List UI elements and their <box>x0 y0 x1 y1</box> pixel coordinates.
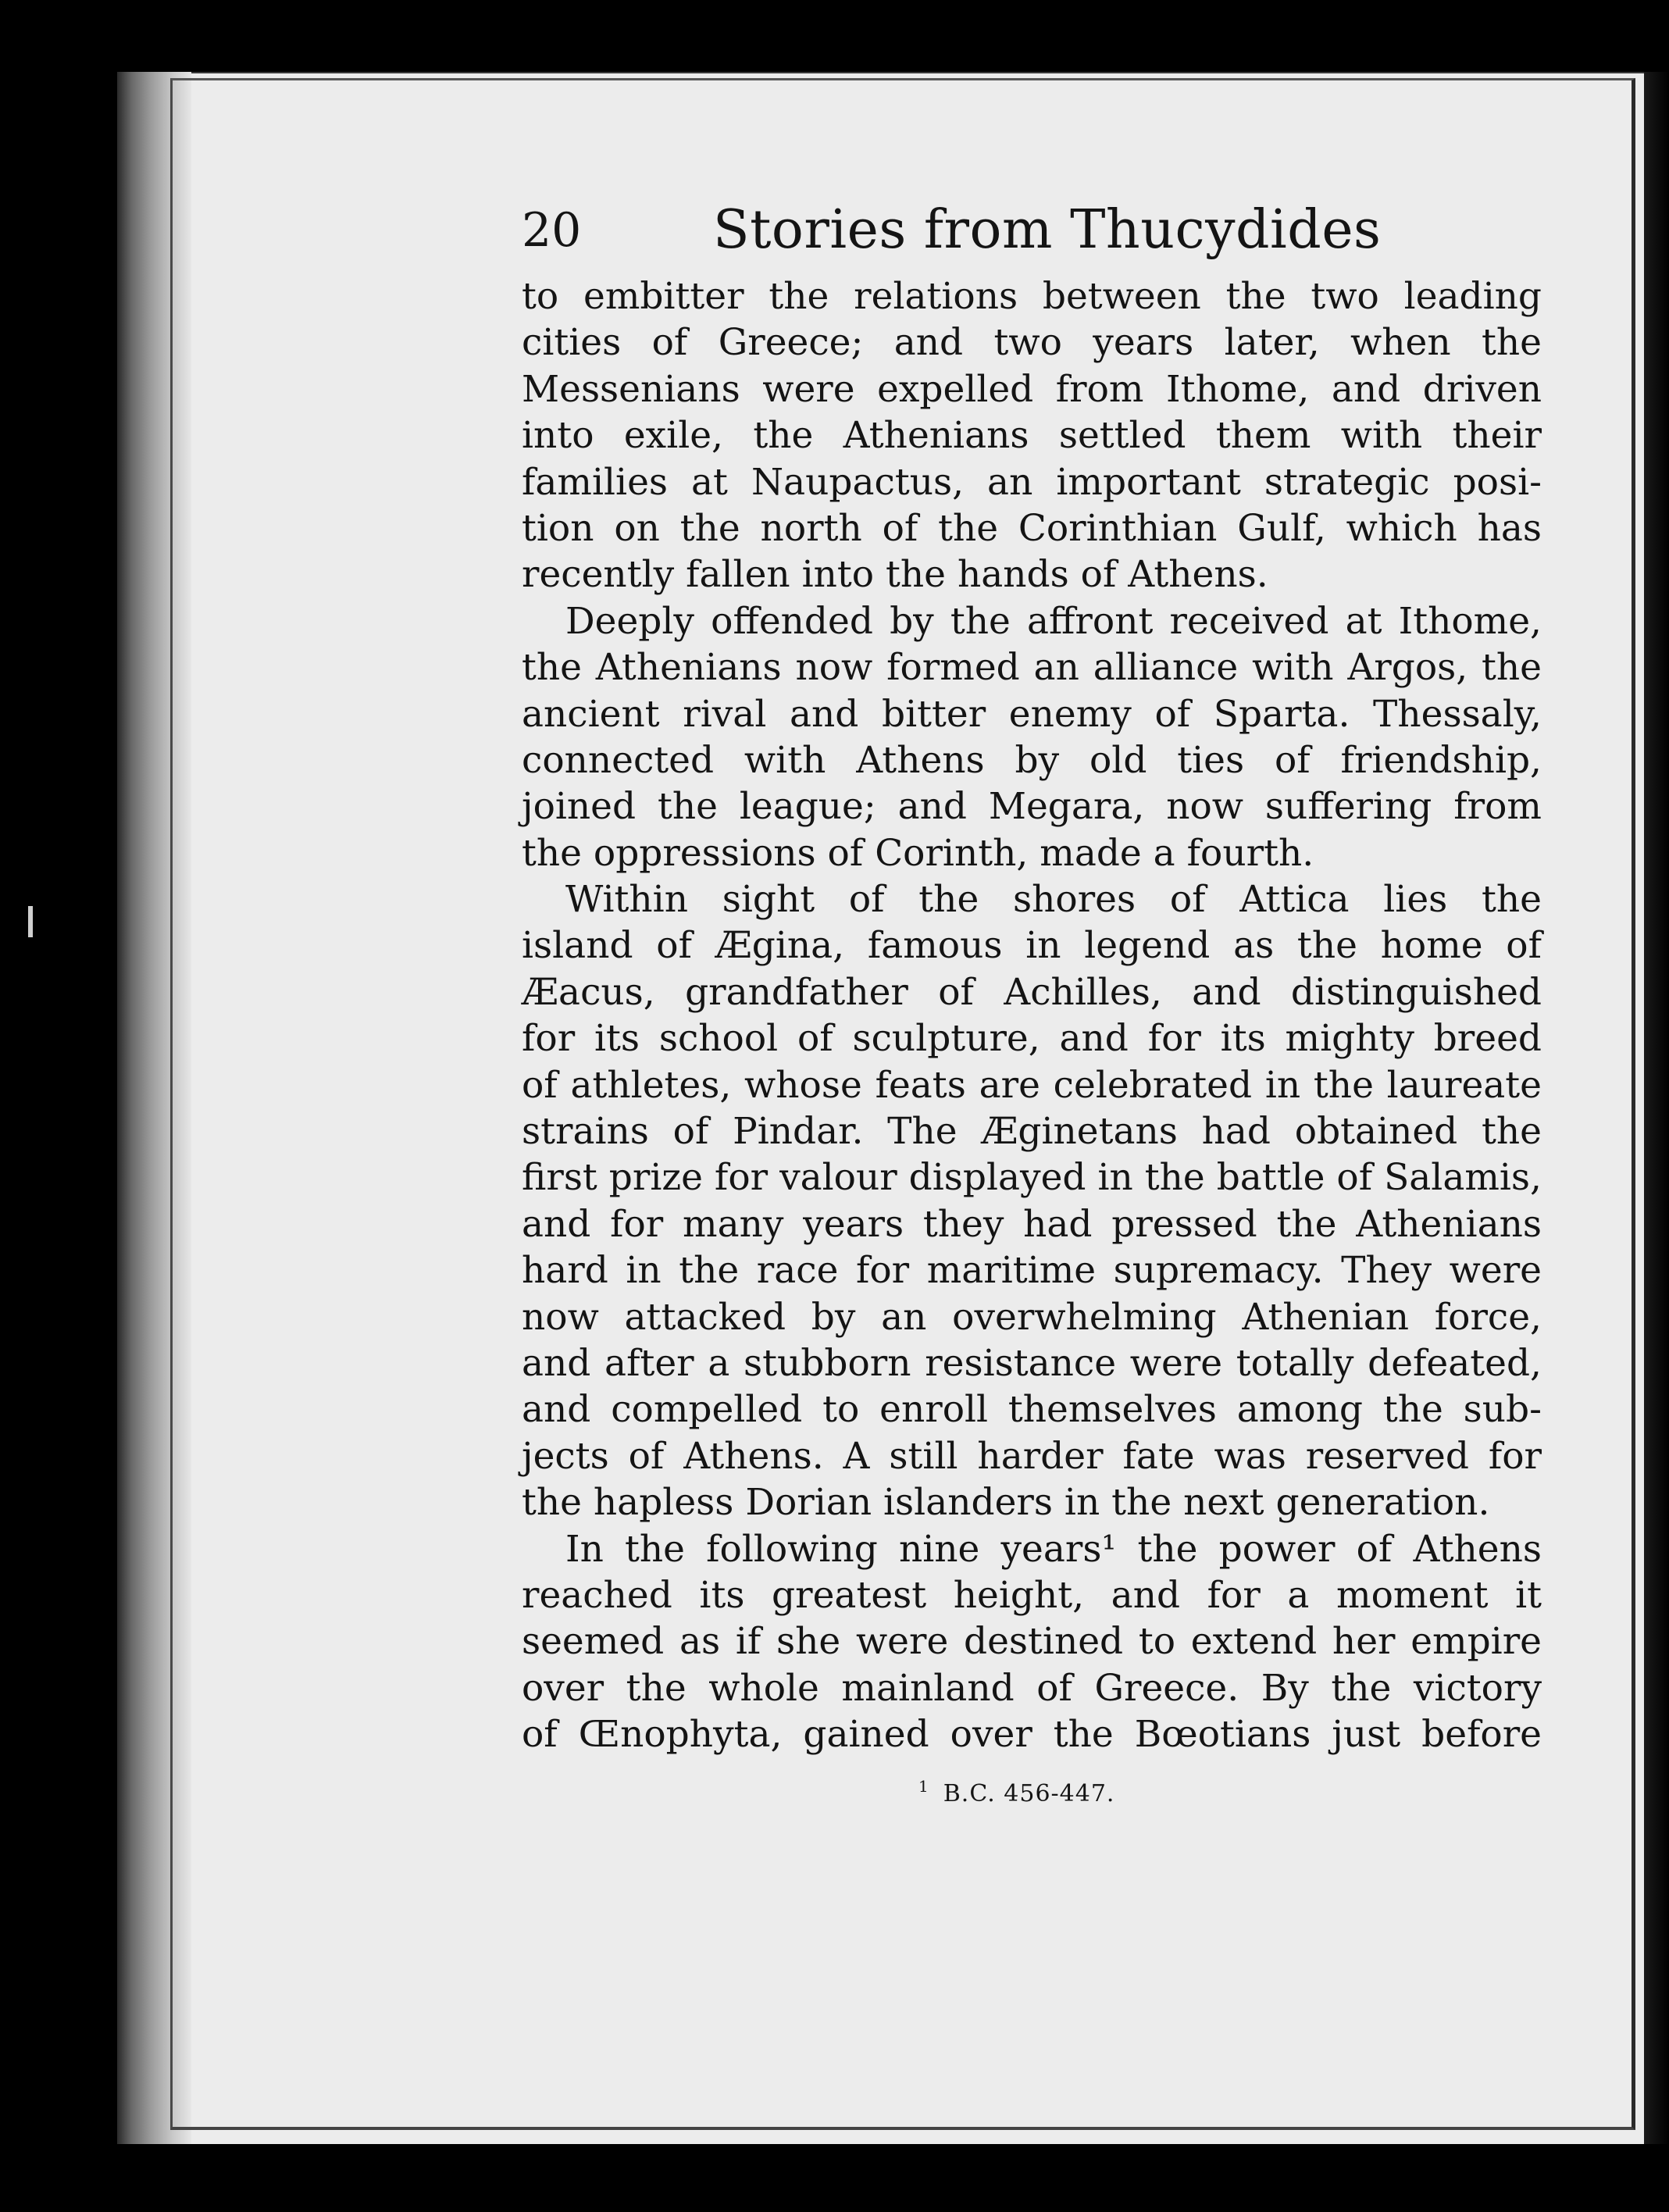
text-line: of athletes, whose feats are celebrated in the laureate <box>522 1063 1542 1107</box>
text-line: joined the league; and Megara, now suffering from <box>522 785 1542 829</box>
right-edge-shadow <box>1644 72 1669 2212</box>
text-line: Within sight of the shores of Attica lies the <box>565 878 1542 922</box>
text-line: In the following nine years¹ the power of Athens <box>565 1527 1542 1571</box>
text-line: families at Naupactus, an important strategic posi- <box>522 460 1542 504</box>
text-line: first prize for valour displayed in the battle of Salamis, <box>522 1156 1542 1200</box>
text-line: and for many years they had pressed the Athenians <box>522 1202 1542 1246</box>
text-line: reached its greatest height, and for a moment it <box>522 1573 1542 1617</box>
footnote <box>522 1771 1542 1810</box>
text-line: island of Ægina, famous in legend as the home of <box>522 924 1542 968</box>
text-line: jects of Athens. A still harder fate was reserved for <box>522 1434 1542 1478</box>
footnote-text: B.C. 456-447. <box>943 1779 1115 1807</box>
text-line: Deeply offended by the affront received at Ithome, <box>565 599 1542 643</box>
text-line: cities of Greece; and two years later, when the <box>522 321 1542 365</box>
text-line: Messenians were expelled from Ithome, and driven <box>522 367 1542 411</box>
text-line: the Athenians now formed an alliance with Argos, the <box>522 646 1542 690</box>
text-line: and after a stubborn resistance were totally defeated, <box>522 1341 1542 1385</box>
text-line: the oppressions of Corinth, made a fourth. <box>522 831 1314 875</box>
text-line: of Œnophyta, gained over the Bœotians just before <box>522 1713 1542 1757</box>
running-head <box>522 187 1542 273</box>
text-line: ancient rival and bitter enemy of Sparta. Thessaly, <box>522 692 1542 736</box>
scan-speck <box>28 906 33 937</box>
text-line: over the whole mainland of Greece. By the victory <box>522 1666 1542 1710</box>
text-line: seemed as if she were destined to extend her empire <box>522 1620 1542 1664</box>
text-line: tion on the north of the Corinthian Gulf, which has <box>522 506 1542 550</box>
text-line: the hapless Dorian islanders in the next generation. <box>522 1481 1490 1525</box>
text-line: strains of Pindar. The Æginetans had obtained the <box>522 1110 1542 1154</box>
page-number: 20 <box>522 203 582 258</box>
running-title: Stories from Thucydides <box>713 199 1382 261</box>
text-block <box>522 187 1542 1810</box>
text-line: hard in the race for maritime supremacy. They were <box>522 1249 1542 1293</box>
text-line: connected with Athens by old ties of friendship, <box>522 738 1542 782</box>
text-line: recently fallen into the hands of Athens. <box>522 553 1268 597</box>
footnote-mark: 1 <box>918 1776 929 1796</box>
text-line: now attacked by an overwhelming Athenian force, <box>522 1295 1542 1339</box>
bottom-edge-shadow <box>117 2144 1669 2212</box>
text-line: to embitter the relations between the two leading <box>522 275 1542 318</box>
text-line: and compelled to enroll themselves among the sub- <box>522 1388 1542 1432</box>
text-line: into exile, the Athenians settled them with their <box>522 414 1542 458</box>
text-line: for its school of sculpture, and for its mighty breed <box>522 1017 1542 1061</box>
text-line: Æacus, grandfather of Achilles, and distinguished <box>522 970 1542 1014</box>
body-text <box>522 273 1542 1758</box>
